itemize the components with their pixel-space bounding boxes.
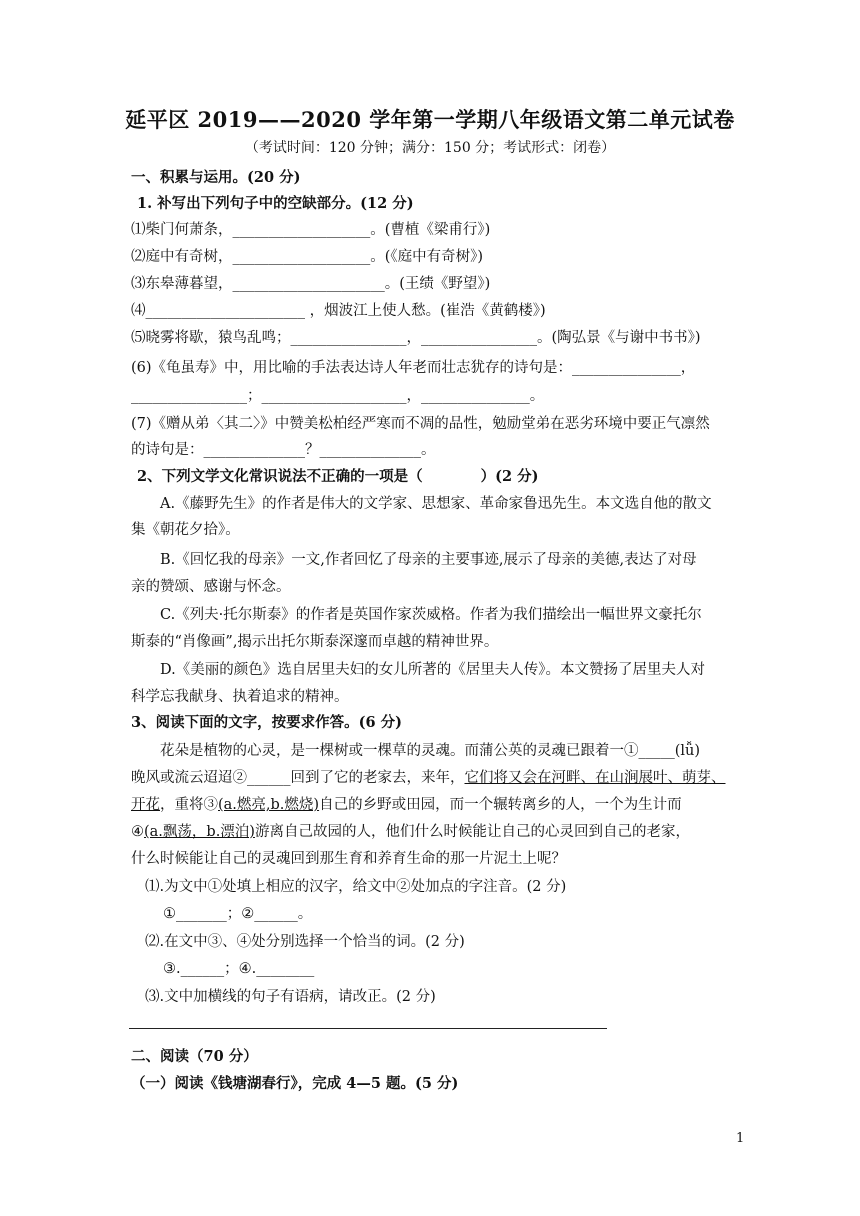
q2-option-b-2: 亲的赞颂、感谢与怀念。 (131, 579, 291, 595)
page-number: 1 (736, 1131, 745, 1146)
q2-option-d-2: 科学忘我献身、执着追求的精神。 (131, 689, 349, 705)
section2-subheading: （一）阅读《钱塘湖春行》，完成 4—5 题。(5 分) (131, 1075, 459, 1092)
q2-option-a-1: A.《藤野先生》的作者是伟大的文学家、思想家、革命家鲁迅先生。本文选自他的散文 (160, 496, 712, 512)
section1-heading: 一、积累与运用。(20 分) (131, 169, 301, 186)
q3-passage-2-text: 晚风或流云迢迢②______回到了它的老家去，来年， (131, 770, 465, 786)
q2-option-b-1: B.《回忆我的母亲》一文,作者回忆了母亲的主要事迹,展示了母亲的美德,表达了对母 (160, 552, 697, 568)
q1-title: 1. 补写出下列句子中的空缺部分。(12 分) (137, 195, 414, 212)
q3-sub1-answer: ①_______；②______。 (163, 906, 313, 922)
q3-passage-5: 什么时候能让自己的灵魂回到那生育和养育生命的那一片泥土上呢？ (131, 851, 566, 867)
q3-sub3: ⑶.文中加横线的句子有语病，请改正。(2 分) (145, 989, 436, 1005)
q3-sub1: ⑴.为文中①处填上相应的汉字，给文中②处加点的字注音。(2 分) (145, 879, 567, 895)
section2-heading: 二、阅读（70 分） (131, 1048, 258, 1065)
choice-blank-3: (a.燃亮,b.燃烧) (218, 797, 320, 813)
q3-marker-4: ④ (131, 824, 144, 840)
q2-option-c-2: 斯泰的“肖像画”,揭示出托尔斯泰深邃而卓越的精神世界。 (131, 634, 499, 650)
q2-option-d-1: D.《美丽的颜色》选自居里夫妇的女儿所著的《居里夫人传》。本文赞扬了居里夫人对 (160, 662, 705, 678)
answer-line (129, 1028, 607, 1029)
q1-line-4: ⑷______________________ ，烟波江上使人愁。(崔浩《黄鹤楼》) (131, 303, 546, 319)
exam-subtitle: （考试时间：120 分钟；满分：150 分；考试形式：闭卷） (244, 140, 616, 156)
q3-sub2-answer: ③.______；④.________ (163, 961, 315, 977)
q3-passage-1: 花朵是植物的心灵，是一棵树或一棵草的灵魂。而蒲公英的灵魂已跟着一①_____(lǚ) (160, 743, 701, 759)
q1-line-2: ⑵庭中有奇树，___________________。(《庭中有奇树》) (131, 249, 484, 265)
q3-passage-2 (131, 768, 726, 788)
q3-passage-4 (131, 822, 690, 842)
q1-line-8: (7)《赠从弟〈其二〉》中赞美松柏经严寒而不凋的品性，勉励堂弟在恶劣环境中要正气凛然 (131, 416, 710, 432)
q3-sub2: ⑵.在文中③、④处分别选择一个恰当的词。(2 分) (145, 934, 465, 950)
q1-line-1: ⑴柴门何萧条，___________________。(曹植《梁甫行》) (131, 222, 491, 238)
underlined-sentence-1: 它们将又会在河畔、在山涧展叶、萌芽、 (464, 770, 726, 786)
q1-line-3: ⑶东皋薄暮望，_____________________。(王绩《野望》) (131, 276, 491, 292)
choice-blank-4: (a.飘荡，b.漂泊) (144, 824, 255, 840)
underlined-sentence-2: 开花 (131, 797, 160, 813)
q1-line-6: (6)《龟虽寿》中，用比喻的手法表达诗人年老而壮志犹存的诗句是：_______________， (131, 360, 696, 376)
q3-passage-3-rest: 自己的乡野或田园，而一个辗转离乡的人，一个为生计而 (319, 797, 682, 813)
q3-title: 3、阅读下面的文字，按要求作答。(6 分) (131, 714, 402, 731)
q1-line-9: 的诗句是：______________？______________。 (131, 442, 436, 458)
q1-line-5: ⑸晓雾将歇，猿鸟乱鸣；________________，________________。(陶弘景《与谢中书书》) (131, 330, 701, 346)
q3-passage-3-text: ，重将③ (160, 797, 218, 813)
q2-option-a-2: 集《朝花夕拾》。 (131, 522, 240, 538)
q2-title: 2、下列文学文化常识说法不正确的一项是（ ）(2 分) (137, 468, 539, 485)
q1-line-7: ________________；____________________，_______________。 (131, 388, 545, 404)
q2-option-c-1: C.《列夫·托尔斯泰》的作者是英国作家茨威格。作者为我们描绘出一幅世界文豪托尔 (160, 607, 702, 623)
exam-title: 延平区 2019——2020 学年第一学期八年级语文第二单元试卷 (125, 107, 735, 132)
q3-passage-3 (131, 795, 682, 815)
q3-passage-4-rest: 游离自己故园的人，他们什么时候能让自己的心灵回到自己的老家， (254, 824, 690, 840)
